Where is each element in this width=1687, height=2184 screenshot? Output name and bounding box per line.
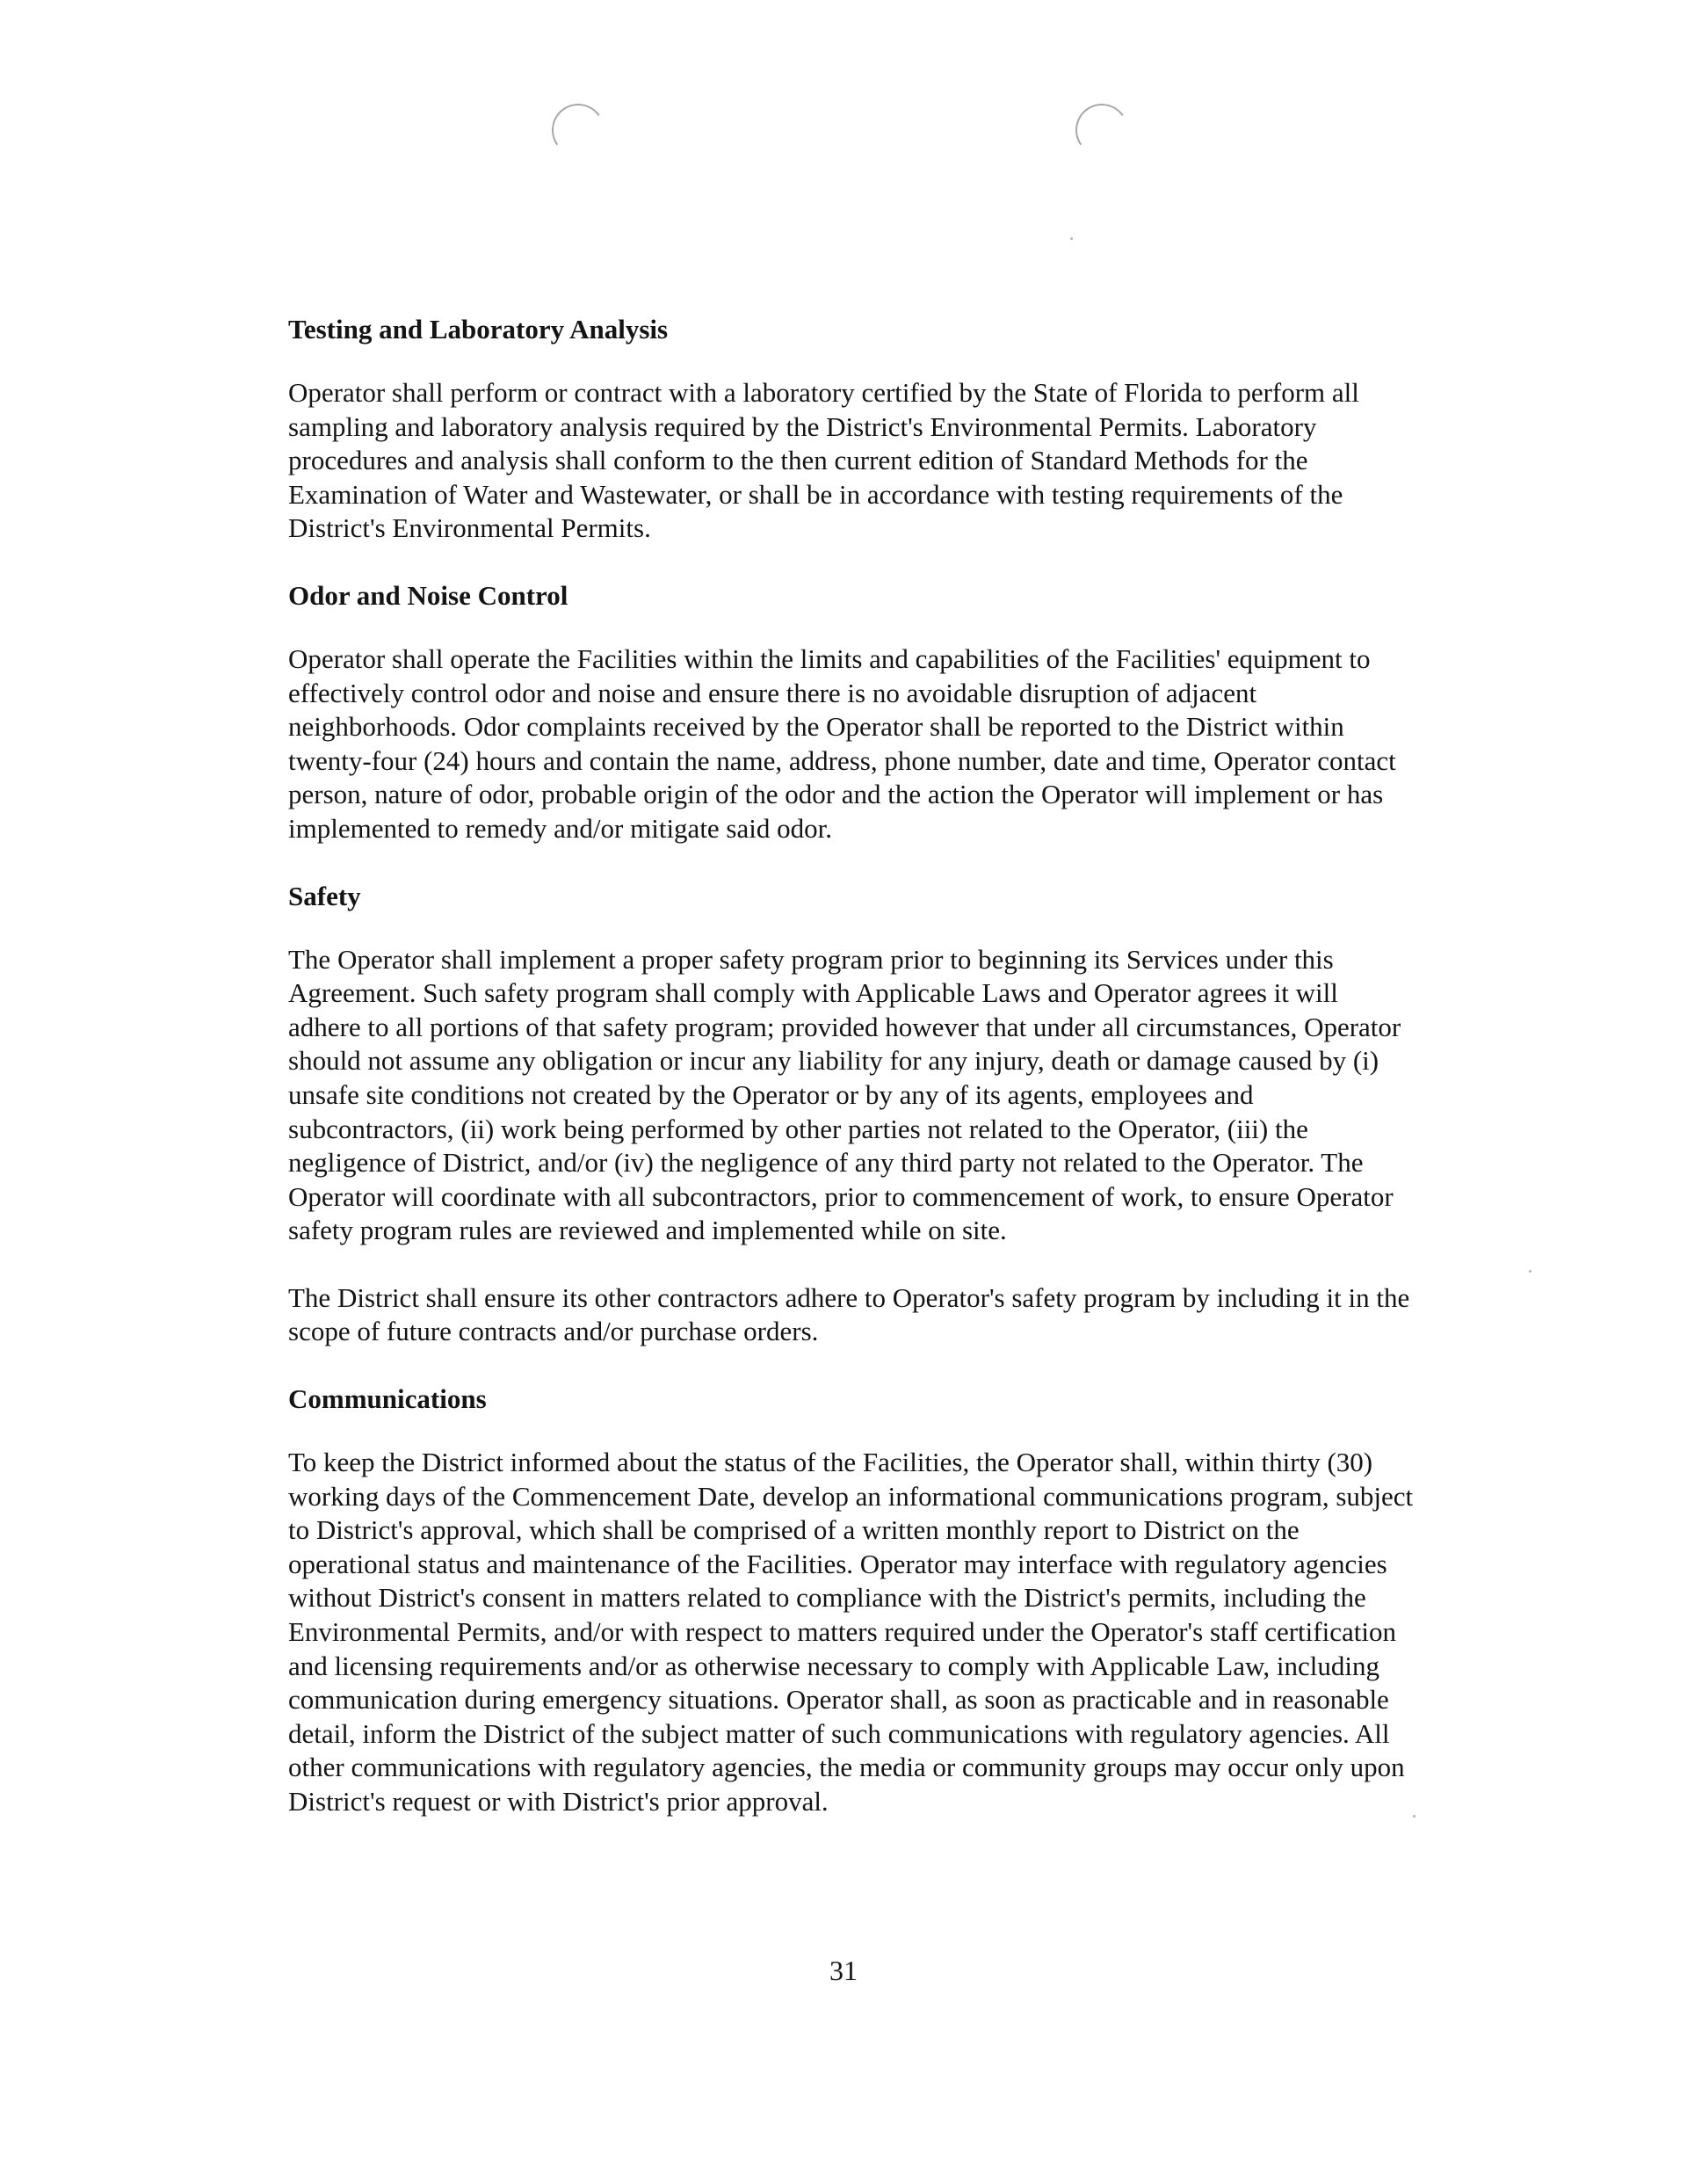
document-body: [288, 313, 1415, 1853]
section-paragraph: The Operator shall implement a proper safety program prior to beginning its Services under this Agreement. Such safety program shall comply with Applicable Laws and Operator agrees it will adhere to all portions of that safety program; provided however that under all circumstances, Operator should not assume any obligation or incur any liability for any injury, death or damage caused by (i) unsafe site conditions not created by the Operator or by any of its agents, employees and subcontractors, (ii) work being performed by other parties not related to the Operator, (iii) the negligence of District, and/or (iv) the negligence of any third party not related to the Operator. The Operator will coordinate with all subcontractors, prior to commencement of work, to ensure Operator safety program rules are reviewed and implemented while on site.: [288, 943, 1401, 1246]
section-paragraph: Operator shall perform or contract with a laboratory certified by the State of Florida to perform all sampling and laboratory analysis required by the District's Environmental Permits. Laboratory procedures and analysis shall conform to the then current edition of Standard Methods for the Examination of Water and Wastewater, or shall be in accordance with testing requirements of the District's Environmental Permits.: [288, 377, 1359, 544]
scan-speck: [1070, 237, 1073, 240]
section-safety: [288, 880, 1415, 1350]
section-heading: Odor and Noise Control: [288, 579, 568, 611]
section-paragraph: The District shall ensure its other contractors adhere to Operator's safety program by including it in the scope of future contracts and/or purchase orders.: [288, 1281, 1410, 1347]
scan-speck: [1529, 1270, 1531, 1273]
section-communications: [288, 1382, 1415, 1819]
section-odor-and-noise-control: [288, 579, 1415, 846]
section-paragraph: Operator shall operate the Facilities within the limits and capabilities of the Facilities' equipment to effectively control odor and noise and ensure there is no avoidable disruption of adjacent neighborhoods. Odor complaints received by the Operator shall be reported to the District within twenty-four (24) hours and contain the name, address, phone number, date and time, Operator contact person, nature of odor, probable origin of the odor and the action the Operator will implement or has implemented to remedy and/or mitigate said odor.: [288, 642, 1396, 844]
section-testing-and-laboratory-analysis: [288, 313, 1415, 546]
section-heading: Testing and Laboratory Analysis: [288, 314, 669, 345]
punch-hole-mark-right: [1071, 99, 1133, 161]
section-heading: Communications: [288, 1383, 487, 1415]
section-paragraph: To keep the District informed about the status of the Facilities, the Operator shall, within thirty (30) working days of the Commencement Date, develop an informational communications program, subject to District's approval, which shall be comprised of a written monthly report to District on the operational status and maintenance of the Facilities. Operator may interface with regulatory agencies without District's consent in matters related to compliance with the District's permits, including the Environmental Permits, and/or with respect to matters required under the Operator's staff certification and licensing requirements and/or as otherwise necessary to comply with Applicable Law, including communication during emergency situations. Operator shall, as soon as practicable and in reasonable detail, inform the District of the subject matter of such communications with regulatory agencies. All other communications with regulatory agencies, the media or community groups may occur only upon District's request or with District's prior approval.: [288, 1447, 1414, 1817]
section-heading: Safety: [288, 880, 361, 911]
page-number: 31: [829, 1955, 858, 1986]
punch-hole-mark-left: [547, 99, 609, 161]
